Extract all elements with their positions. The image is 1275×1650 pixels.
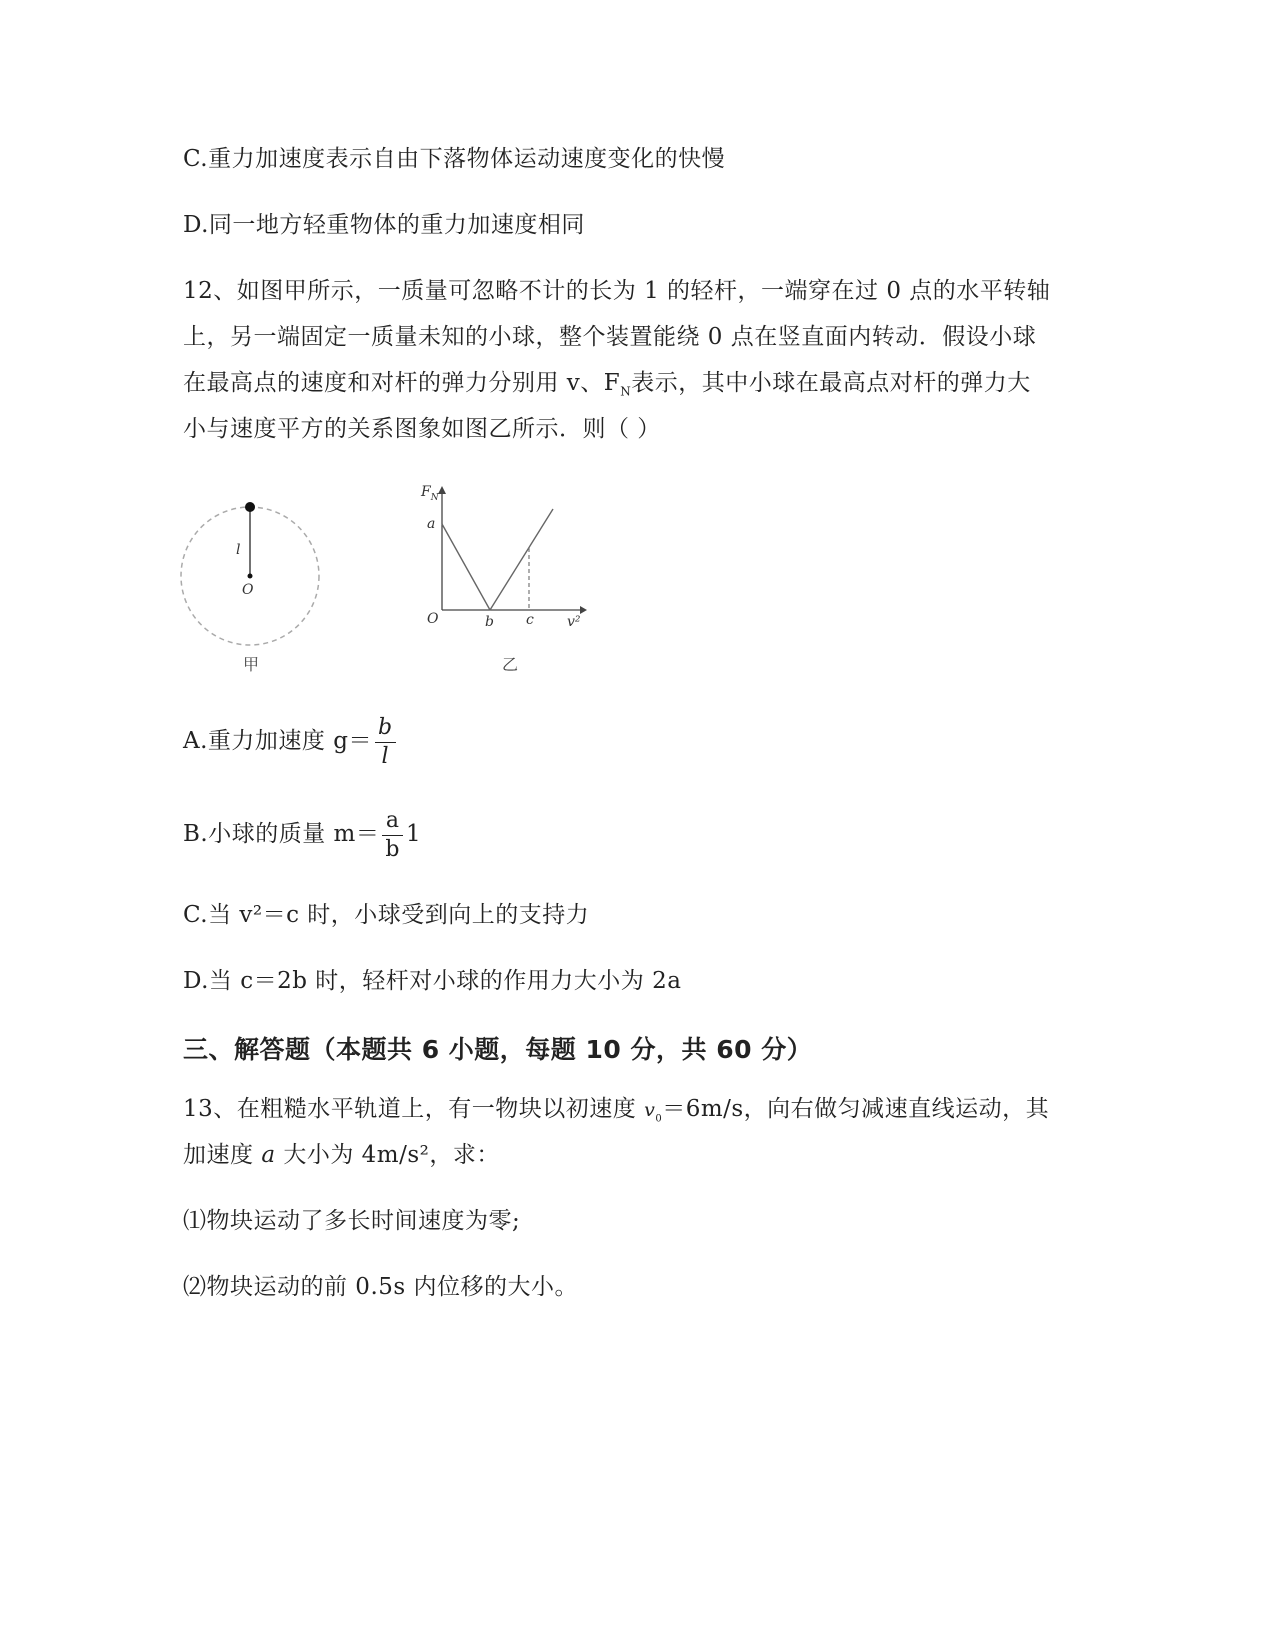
- origin-label: O: [427, 611, 439, 627]
- option-b-suffix: 1: [405, 821, 422, 847]
- y-axis-arrow: [438, 486, 446, 494]
- q12-line-3: [183, 368, 1031, 407]
- pivot-point: [248, 574, 253, 579]
- q13-part-1: ⑴物块运动了多长时间速度为零;: [183, 1208, 521, 1234]
- v0-symbol: v: [644, 1099, 656, 1121]
- option-b-prefix: B.小球的质量 m＝: [183, 821, 380, 847]
- a-label: a: [427, 516, 436, 532]
- fn-subscript: N: [620, 384, 632, 399]
- q13-line-2: [183, 1140, 500, 1170]
- q12-option-a: [183, 712, 399, 770]
- q12-option-d: D.当 c＝2b 时，轻杆对小球的作用力大小为 2a: [183, 968, 682, 994]
- c-label: c: [526, 612, 534, 628]
- v0-subscript: 0: [655, 1113, 663, 1125]
- q13-line-1-post: ＝6m/s，向右做匀减速直线运动，其: [662, 1096, 1050, 1122]
- b-label: b: [485, 614, 494, 630]
- ball: [245, 502, 255, 512]
- q13-line-1: [183, 1094, 1049, 1135]
- q12-line-4: 小与速度平方的关系图象如图乙所示．则（ ）: [183, 416, 661, 442]
- fraction-denominator: l: [381, 743, 390, 769]
- acceleration-symbol: a: [261, 1142, 276, 1168]
- option-a-prefix: A.重力加速度 g＝: [183, 728, 372, 754]
- q12-line-3-pre: 在最高点的速度和对杆的弹力分别用 v、F: [183, 370, 621, 396]
- figure-yi-caption: 乙: [502, 655, 519, 674]
- figure-yi-graph: [410, 478, 590, 678]
- q13-line-1-pre: 13、在粗糙水平轨道上，有一物块以初速度: [183, 1096, 645, 1122]
- section-3-heading: 三、解答题（本题共 6 小题，每题 10 分，共 60 分）: [183, 1035, 813, 1064]
- fraction-numerator: a: [382, 810, 403, 836]
- q13-line-2-pre: 加速度: [183, 1142, 262, 1168]
- fraction-denominator: b: [385, 836, 400, 862]
- option-b-fraction: [382, 807, 403, 862]
- q12-option-c: C.当 v²＝c 时，小球受到向上的支持力: [183, 902, 590, 928]
- fraction-numerator: b: [375, 717, 396, 743]
- q12-line-1: 12、如图甲所示，一质量可忽略不计的长为 1 的轻杆，一端穿在过 0 点的水平转轴: [183, 278, 1051, 304]
- q12-line-3-post: 表示，其中小球在最高点对杆的弹力大: [631, 370, 1031, 396]
- figure-jia: [170, 490, 340, 680]
- x-axis-label: v²: [567, 614, 581, 630]
- q13-line-2-post: 大小为 4m/s²，求：: [275, 1142, 500, 1168]
- prev-option-d: D.同一地方轻重物体的重力加速度相同: [183, 212, 585, 238]
- q12-option-b: [183, 805, 421, 863]
- rod-length-label: l: [236, 542, 241, 558]
- q13-part-2: ⑵物块运动的前 0.5s 内位移的大小。: [183, 1274, 579, 1300]
- prev-option-c: C.重力加速度表示自由下落物体运动速度变化的快慢: [183, 146, 726, 172]
- pivot-label: O: [242, 582, 254, 598]
- graph-line-descending: [442, 524, 490, 610]
- figure-jia-caption: 甲: [243, 655, 260, 674]
- y-axis-label: $F_N$: [421, 484, 439, 503]
- q12-line-2: 上，另一端固定一质量未知的小球，整个装置能绕 0 点在竖直面内转动．假设小球: [183, 324, 1037, 350]
- option-a-fraction: [375, 714, 396, 769]
- graph-line-ascending: [490, 509, 553, 610]
- x-axis-arrow: [580, 606, 587, 614]
